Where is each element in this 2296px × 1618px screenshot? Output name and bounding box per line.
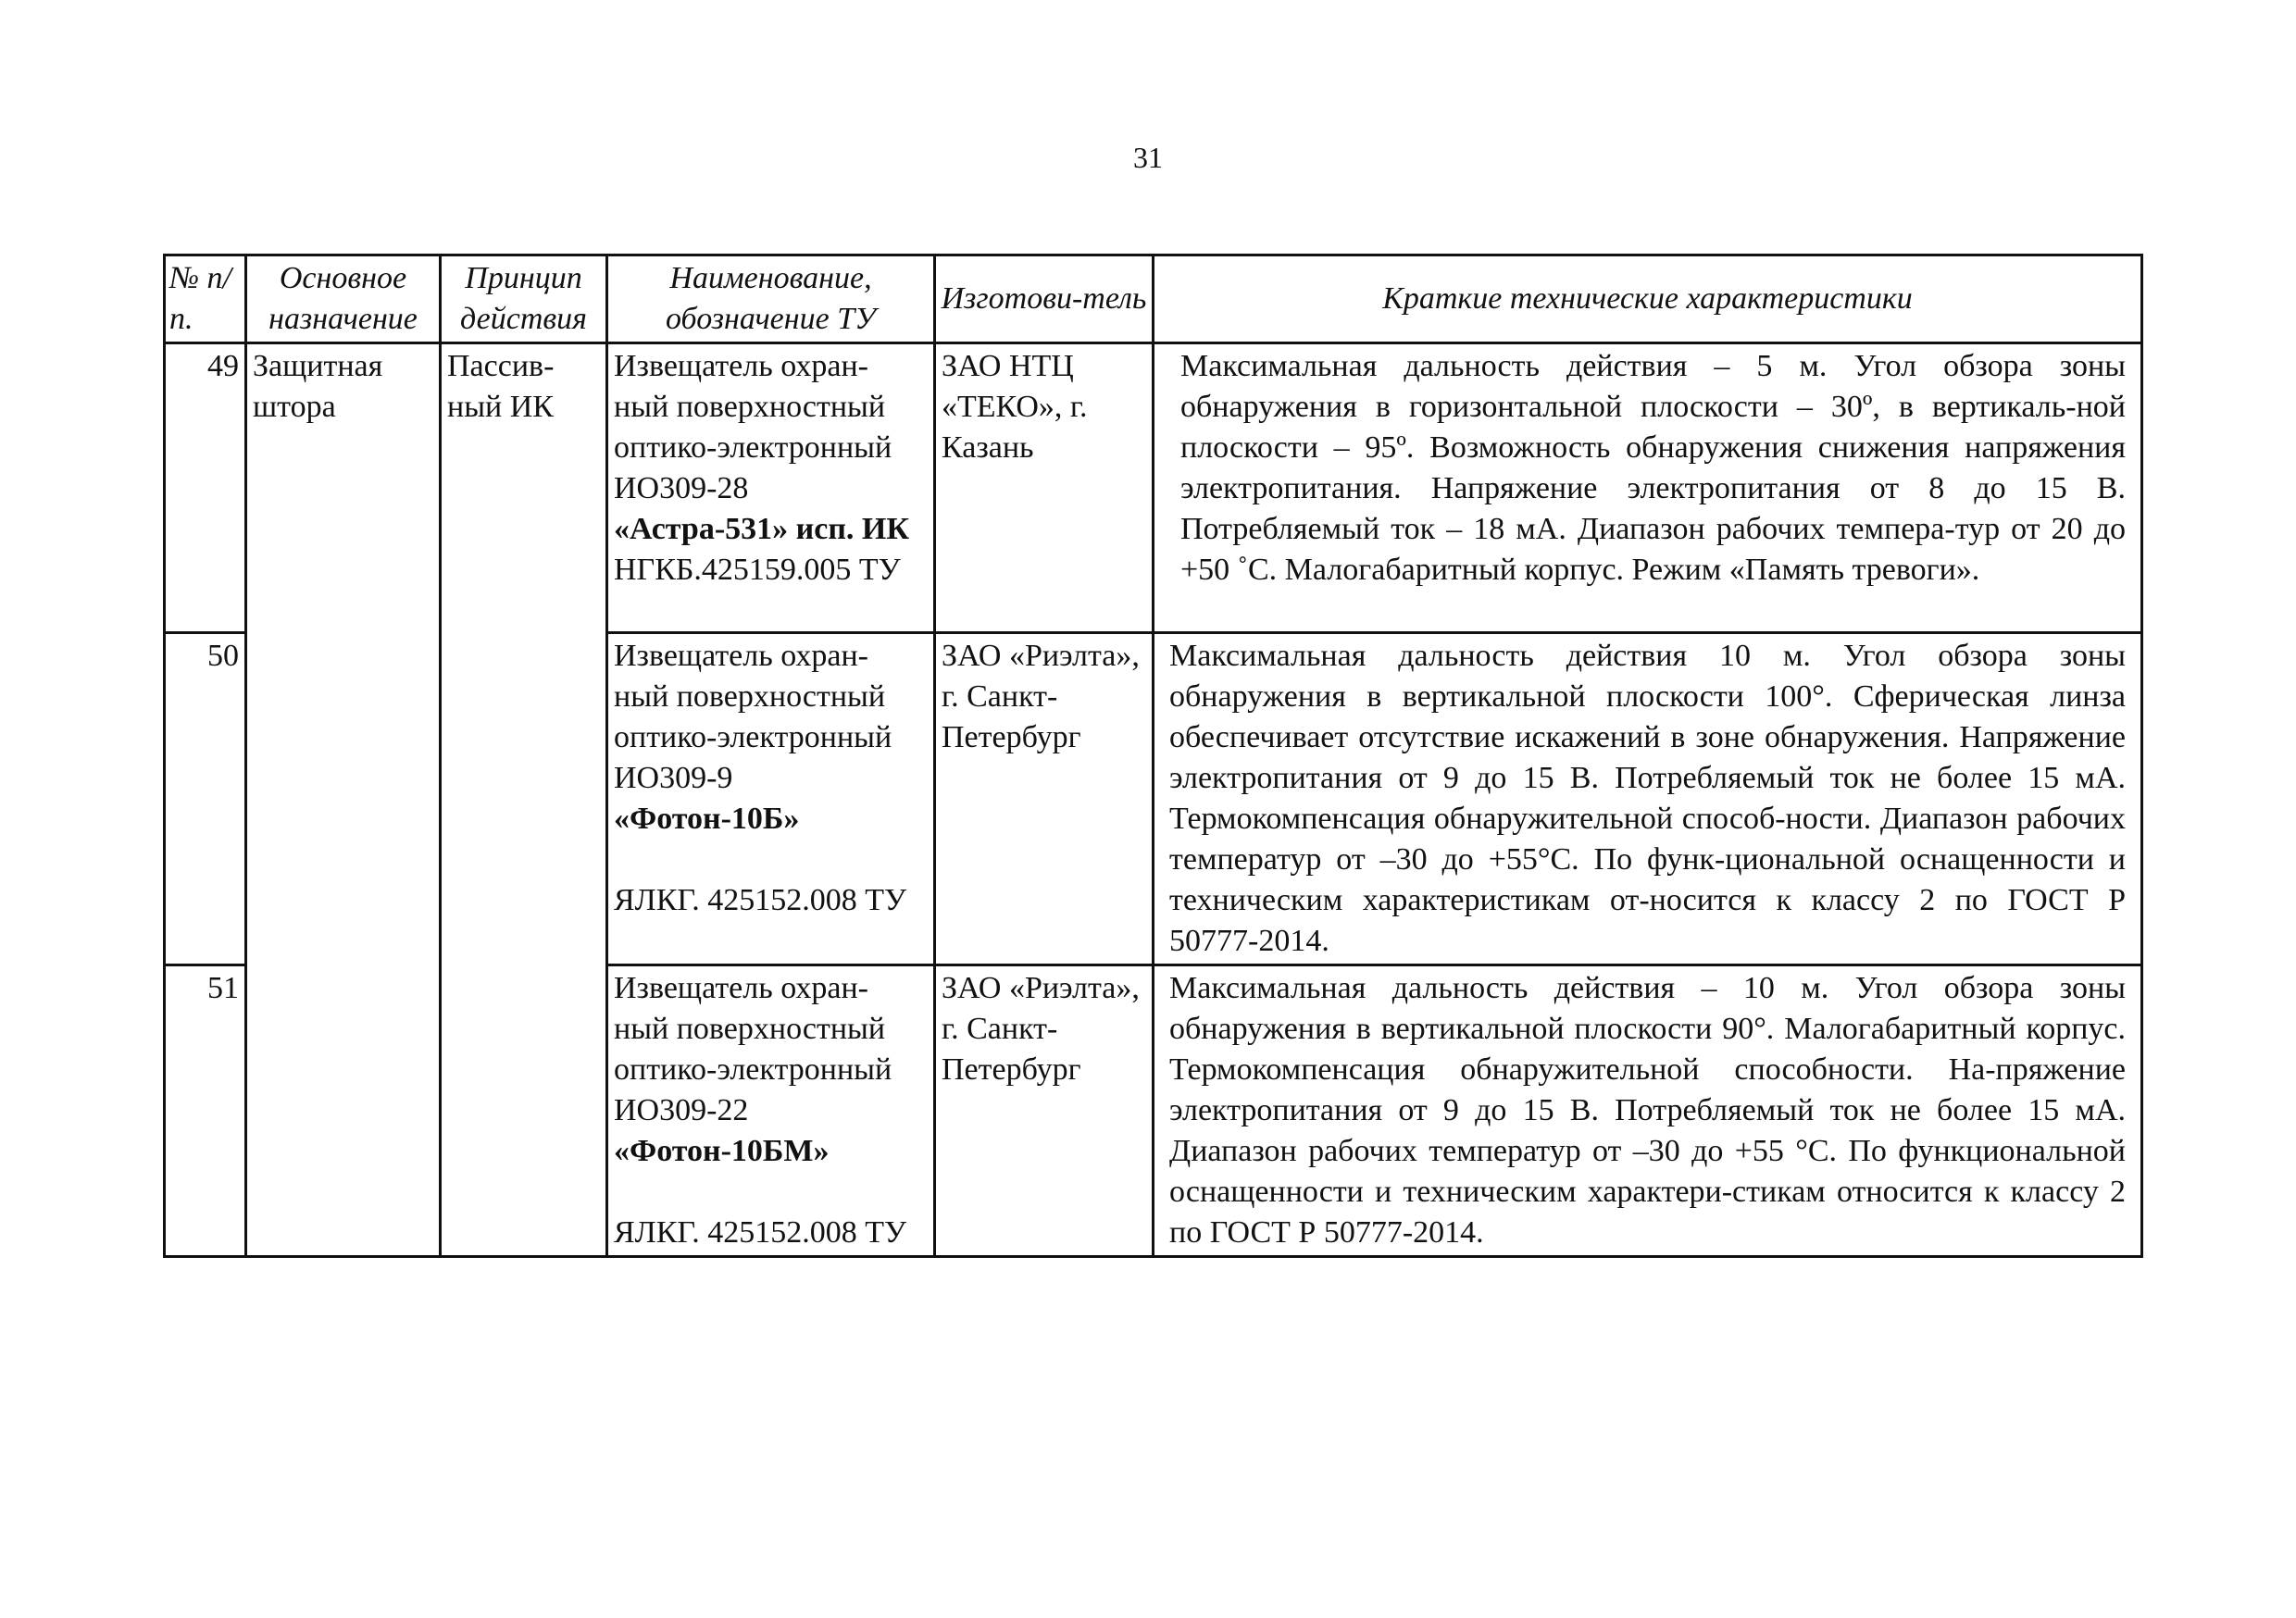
maker-cell: ЗАО «Риэлта», г. Санкт-Петербург bbox=[935, 633, 1154, 965]
table-row bbox=[165, 343, 2142, 633]
principle-cell: Пассив-ный ИК bbox=[441, 343, 607, 1257]
header-principle: Принцип действия bbox=[441, 255, 607, 343]
header-specs: Краткие технические характеристики bbox=[1154, 255, 2142, 343]
maker-cell: ЗАО НТЦ «ТЕКО», г. Казань bbox=[935, 343, 1154, 633]
name-cell bbox=[607, 965, 935, 1257]
tu-designation: ЯЛКГ. 425152.008 ТУ bbox=[614, 1215, 907, 1250]
name-line: ИО309-28 bbox=[614, 471, 749, 505]
table-header-row bbox=[165, 255, 2142, 343]
page-number: 31 bbox=[1133, 141, 1163, 174]
name-line: оптико-электронный bbox=[614, 1052, 892, 1087]
name-cell bbox=[607, 633, 935, 965]
name-line: Извещатель охран- bbox=[614, 349, 869, 383]
header-purpose: Основное назначение bbox=[246, 255, 441, 343]
header-maker: Изготови-тель bbox=[935, 255, 1154, 343]
name-line: ИО309-22 bbox=[614, 1093, 749, 1127]
specs-cell: Максимальная дальность действия 10 м. Угол обзора зоны обнаружения в вертикальной плоскости 100°. Сферическая линза обеспечивает отсутствие искажений в зоне обнаружения. Напряжение электропитания от 9 до 15 В. Потребляемый ток не более 15 мА. Термокомпенсация обнаружительной способ-ности. Диапазон рабочих температур от –30 до +55°С. По функ-циональной оснащенности и техническим характеристикам от-носится к классу 2 по ГОСТ Р 50777-2014. bbox=[1154, 633, 2142, 965]
name-line: ный поверхностный bbox=[614, 1012, 886, 1046]
name-line: оптико-электронный bbox=[614, 720, 892, 754]
tu-designation: ЯЛКГ. 425152.008 ТУ bbox=[614, 883, 907, 917]
equipment-table bbox=[163, 254, 2143, 1258]
spacer bbox=[614, 1172, 928, 1213]
model-name: «Астра-531» исп. ИК bbox=[614, 512, 910, 546]
name-line: ный поверхностный bbox=[614, 679, 886, 714]
name-line: Извещатель охран- bbox=[614, 639, 869, 673]
header-num: № п/п. bbox=[165, 255, 246, 343]
row-number: 50 bbox=[165, 633, 246, 965]
purpose-cell: Защитная штора bbox=[246, 343, 441, 1257]
spacer bbox=[614, 840, 928, 880]
name-cell bbox=[607, 343, 935, 633]
name-line: оптико-электронный bbox=[614, 430, 892, 465]
header-name: Наименование, обозначение ТУ bbox=[607, 255, 935, 343]
name-line: Извещатель охран- bbox=[614, 971, 869, 1005]
specs-cell: Максимальная дальность действия – 10 м. Угол обзора зоны обнаружения в вертикальной плоскости 90°. Малогабаритный корпус. Термокомпенсация обнаружительной способности. На-пряжение электропитания от 9 до 15 В. Потребляемый ток не более 15 мА. Диапазон рабочих температур от –30 до +55 °С. По функциональной оснащенности и техническим характери-стикам относится к классу 2 по ГОСТ Р 50777-2014. bbox=[1154, 965, 2142, 1257]
row-number: 51 bbox=[165, 965, 246, 1257]
tu-designation: НГКБ.425159.005 ТУ bbox=[614, 553, 901, 587]
row-number: 49 bbox=[165, 343, 246, 633]
name-line: ный поверхностный bbox=[614, 390, 886, 424]
specs-cell: Максимальная дальность действия – 5 м. Угол обзора зоны обнаружения в горизонтальной плоскости – 30º, в вертикаль-ной плоскости – 95º. Возможность обнаружения снижения напряжения электропитания. Напряжение электропитания от 8 до 15 В. Потребляемый ток – 18 мА. Диапазон рабочих темпера-тур от 20 до +50 ˚С. Малогабаритный корпус. Режим «Память тревоги». bbox=[1154, 343, 2142, 633]
model-name: «Фотон-10БМ» bbox=[614, 1134, 830, 1168]
model-name: «Фотон-10Б» bbox=[614, 802, 800, 836]
maker-cell: ЗАО «Риэлта», г. Санкт-Петербург bbox=[935, 965, 1154, 1257]
name-line: ИО309-9 bbox=[614, 761, 733, 795]
